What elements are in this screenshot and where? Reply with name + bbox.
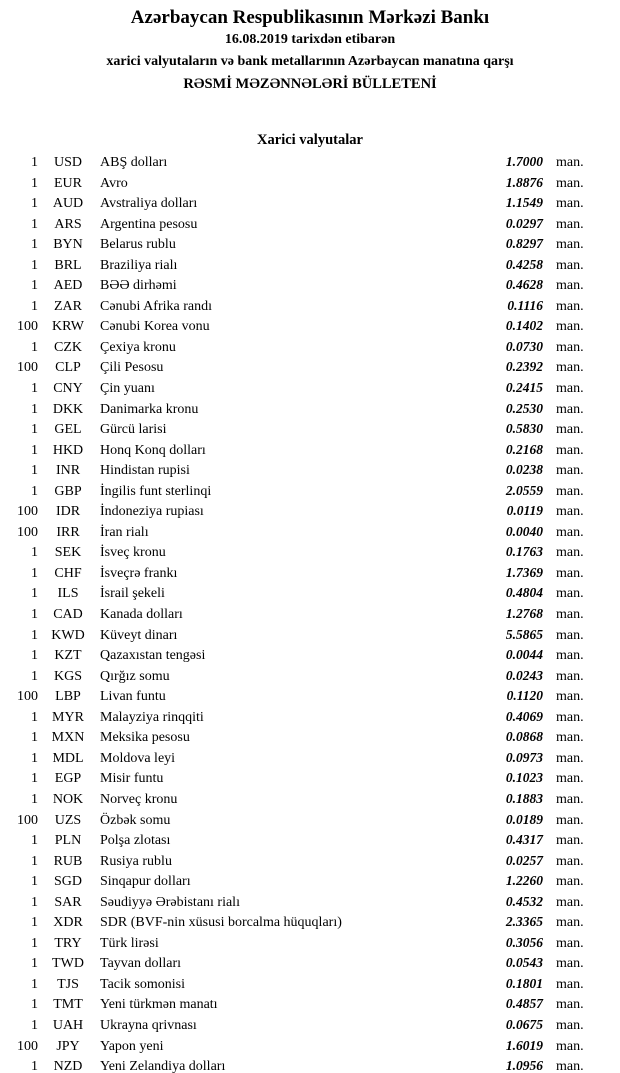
manat-unit-label: man. — [556, 216, 584, 232]
currency-name: Kanada dolları — [100, 607, 183, 623]
rate-value: 1.7000 — [505, 154, 543, 169]
manat-unit-label: man. — [556, 586, 584, 602]
rate-value: 0.0730 — [505, 338, 543, 354]
currency-code: XDR — [53, 915, 83, 931]
currency-code: UAH — [52, 1017, 84, 1033]
manat-unit-label: man. — [556, 853, 584, 869]
rate-row — [8, 871, 592, 892]
currency-name: İsrail şekeli — [100, 586, 165, 602]
currency-code: IDR — [55, 504, 81, 520]
currency-name: Belarus rublu — [100, 237, 176, 253]
currency-name: ABŞ dolları — [100, 155, 168, 170]
currency-code: CLP — [55, 360, 81, 376]
manat-unit-label: man. — [556, 956, 584, 972]
currency-quantity: 1 — [31, 298, 38, 314]
currency-name: Yeni Zelandiya dolları — [100, 1059, 226, 1073]
currency-code: TRY — [54, 935, 82, 951]
manat-unit-label: man. — [556, 175, 584, 191]
currency-name: Tacik somonisi — [100, 976, 185, 992]
manat-unit-label: man. — [556, 935, 584, 951]
currency-quantity: 1 — [31, 648, 38, 664]
rate-value: 0.8297 — [505, 236, 543, 252]
rate-value: 0.4857 — [505, 996, 543, 1012]
currency-quantity: 1 — [31, 976, 38, 992]
rate-value: 0.0243 — [505, 667, 543, 683]
currency-quantity: 1 — [31, 339, 38, 355]
rate-value: 1.0956 — [505, 1058, 543, 1073]
rate-row — [8, 851, 592, 872]
rate-value: 0.1116 — [507, 297, 543, 313]
manat-unit-label: man. — [556, 339, 584, 355]
currency-code: INR — [55, 463, 81, 479]
currency-quantity: 1 — [31, 196, 38, 212]
manat-unit-label: man. — [556, 709, 584, 725]
manat-unit-label: man. — [556, 422, 584, 438]
manat-unit-label: man. — [556, 360, 584, 376]
currency-name: Sinqapur dolları — [100, 874, 191, 890]
currency-quantity: 1 — [31, 175, 38, 191]
rate-value: 0.2530 — [505, 400, 543, 416]
currency-code: NOK — [52, 791, 84, 807]
currency-name: Malayziya rinqqiti — [100, 709, 204, 725]
rate-row — [8, 399, 592, 420]
currency-code: DKK — [52, 401, 84, 417]
currency-name: SDR (BVF-nin xüsusi borcalma hüquqları) — [100, 915, 342, 931]
currency-name: Honq Konq dolları — [100, 442, 206, 458]
rate-value: 0.0189 — [505, 811, 543, 827]
manat-unit-label: man. — [556, 1059, 584, 1073]
rate-value: 1.7369 — [505, 564, 543, 580]
currency-quantity: 1 — [31, 668, 38, 684]
rate-row — [8, 810, 592, 831]
rate-row — [8, 789, 592, 810]
currency-name: Çin yuanı — [100, 381, 155, 397]
currency-quantity: 100 — [17, 689, 38, 705]
currency-quantity: 1 — [31, 442, 38, 458]
currency-quantity: 1 — [31, 853, 38, 869]
rate-value: 0.0973 — [505, 749, 543, 765]
manat-unit-label: man. — [556, 257, 584, 273]
currency-code: EGP — [54, 771, 82, 787]
rate-value: 0.5830 — [505, 421, 543, 437]
rate-value: 0.1801 — [505, 975, 543, 991]
manat-unit-label: man. — [556, 689, 584, 705]
rate-value: 0.0119 — [506, 503, 543, 519]
rate-value: 0.1763 — [505, 544, 543, 560]
rate-value: 0.4258 — [505, 256, 543, 272]
currency-name: Ukrayna qrivnası — [100, 1017, 197, 1033]
currency-quantity: 1 — [31, 607, 38, 623]
currency-name: BƏƏ dirhəmi — [100, 278, 177, 294]
currency-name: İsveçrə frankı — [100, 565, 178, 581]
currency-quantity: 100 — [17, 360, 38, 376]
currency-name: Çili Pesosu — [100, 360, 164, 376]
currency-code: SEK — [54, 545, 82, 561]
rate-row — [8, 522, 592, 543]
manat-unit-label: man. — [556, 463, 584, 479]
currency-quantity: 1 — [31, 956, 38, 972]
manat-unit-label: man. — [556, 915, 584, 931]
currency-name: Rusiya rublu — [100, 853, 172, 869]
currency-name: Cənubi Afrika randı — [100, 298, 212, 314]
rate-value: 0.0238 — [505, 462, 543, 478]
currency-name: Polşa zlotası — [100, 833, 171, 849]
currency-quantity: 1 — [31, 750, 38, 766]
rate-value: 0.0675 — [505, 1016, 543, 1032]
manat-unit-label: man. — [556, 278, 584, 294]
manat-unit-label: man. — [556, 524, 584, 540]
manat-unit-label: man. — [556, 1038, 584, 1054]
rate-row — [8, 892, 592, 913]
rate-value: 0.1120 — [506, 688, 543, 704]
currency-name: Avstraliya dolları — [100, 196, 198, 212]
currency-quantity: 1 — [31, 422, 38, 438]
currency-code: MXN — [51, 730, 85, 746]
currency-code: BRL — [54, 257, 82, 273]
manat-unit-label: man. — [556, 237, 584, 253]
currency-quantity: 1 — [31, 565, 38, 581]
manat-unit-label: man. — [556, 196, 584, 212]
currency-code: SGD — [53, 874, 82, 890]
currency-code: KZT — [54, 648, 82, 664]
currency-quantity: 1 — [31, 545, 38, 561]
bulletin-title: RƏSMİ MƏZƏNNƏLƏRİ BÜLLETENİ — [183, 76, 437, 92]
rate-value: 1.8876 — [505, 174, 543, 190]
currency-name: İran rialı — [100, 524, 149, 540]
rate-row — [8, 563, 592, 584]
rate-row — [8, 460, 592, 481]
manat-unit-label: man. — [556, 750, 584, 766]
currency-code: USD — [53, 155, 82, 170]
rate-row — [8, 1056, 592, 1073]
rate-row — [8, 542, 592, 563]
rate-row — [8, 316, 592, 337]
rate-value: 0.2168 — [505, 441, 543, 457]
currency-code: KWD — [51, 627, 85, 643]
currency-name: Norveç kronu — [100, 791, 178, 807]
manat-unit-label: man. — [556, 894, 584, 910]
rate-row — [8, 686, 592, 707]
rate-value: 2.0559 — [505, 482, 543, 498]
rate-row — [8, 214, 592, 235]
rate-row — [8, 152, 592, 173]
manat-unit-label: man. — [556, 791, 584, 807]
manat-unit-label: man. — [556, 648, 584, 664]
currency-name: Yapon yeni — [100, 1038, 164, 1054]
currency-quantity: 1 — [31, 381, 38, 397]
currency-name: Livan funtu — [100, 689, 166, 705]
rate-value: 1.2768 — [505, 606, 543, 622]
manat-unit-label: man. — [556, 565, 584, 581]
currency-code: TWD — [52, 956, 84, 972]
currency-code: ILS — [57, 586, 79, 602]
currency-code: HKD — [52, 442, 84, 458]
currency-name: Türk lirəsi — [100, 935, 159, 951]
rate-value: 0.2392 — [505, 359, 543, 375]
currency-code: MYR — [52, 709, 84, 725]
rate-row — [8, 193, 592, 214]
currency-quantity: 100 — [17, 524, 38, 540]
rate-row — [8, 173, 592, 194]
currency-code: KRW — [52, 319, 84, 335]
currency-code: RUB — [53, 853, 83, 869]
rate-row — [8, 994, 592, 1015]
rate-row — [8, 748, 592, 769]
currency-code: NZD — [53, 1059, 83, 1073]
currency-code: IRR — [56, 524, 80, 540]
currency-quantity: 1 — [31, 874, 38, 890]
rate-row — [8, 666, 592, 687]
currency-quantity: 1 — [31, 894, 38, 910]
currency-name: Gürcü larisi — [100, 422, 167, 438]
currency-code: GEL — [54, 422, 82, 438]
currency-quantity: 1 — [31, 278, 38, 294]
rate-row — [8, 501, 592, 522]
currency-code: AED — [53, 278, 83, 294]
currency-name: Danimarka kronu — [100, 401, 199, 417]
currency-quantity: 1 — [31, 1017, 38, 1033]
rate-row — [8, 912, 592, 933]
rate-row — [8, 275, 592, 296]
rate-row — [8, 645, 592, 666]
rate-row — [8, 481, 592, 502]
rate-value: 0.4628 — [505, 277, 543, 293]
currency-name: İngilis funt sterlinqi — [100, 483, 212, 499]
manat-unit-label: man. — [556, 668, 584, 684]
currency-quantity: 1 — [31, 401, 38, 417]
rate-value: 0.0868 — [505, 729, 543, 745]
currency-quantity: 1 — [31, 935, 38, 951]
section-title-foreign-currencies: Xarici valyutalar — [257, 132, 363, 148]
currency-code: TJS — [57, 976, 79, 992]
currency-code: CHF — [54, 565, 82, 581]
currency-name: Özbək somu — [100, 812, 171, 828]
currency-quantity: 1 — [31, 257, 38, 273]
rate-value: 2.3365 — [505, 914, 543, 930]
rate-value: 0.0543 — [505, 955, 543, 971]
currency-code: CNY — [53, 381, 83, 397]
rate-value: 0.2415 — [505, 380, 543, 396]
manat-unit-label: man. — [556, 504, 584, 520]
currency-name: Moldova leyi — [100, 750, 176, 766]
currency-name: Çexiya kronu — [100, 339, 176, 355]
currency-quantity: 1 — [31, 155, 38, 170]
currency-code: EUR — [54, 175, 82, 191]
rate-value: 0.3056 — [505, 934, 543, 950]
rate-row — [8, 419, 592, 440]
rate-row — [8, 625, 592, 646]
currency-name: Qazaxıstan tengəsi — [100, 648, 206, 664]
rate-value: 0.0044 — [505, 647, 543, 663]
rate-value: 0.1883 — [505, 790, 543, 806]
rate-value: 0.0257 — [505, 852, 543, 868]
rate-value: 0.1023 — [505, 770, 543, 786]
currency-quantity: 1 — [31, 463, 38, 479]
currency-code: KGS — [53, 668, 82, 684]
bank-name-title: Azərbaycan Respublikasının Mərkəzi Bankı — [130, 7, 490, 28]
currency-name: Küveyt dinarı — [100, 627, 178, 643]
manat-unit-label: man. — [556, 401, 584, 417]
rate-row — [8, 440, 592, 461]
currency-quantity: 1 — [31, 915, 38, 931]
currency-quantity: 1 — [31, 216, 38, 232]
currency-name: İndoneziya rupiası — [100, 504, 204, 520]
rate-row — [8, 255, 592, 276]
currency-code: MDL — [52, 750, 84, 766]
currency-code: PLN — [54, 833, 82, 849]
currency-quantity: 1 — [31, 833, 38, 849]
currency-code: AUD — [52, 196, 84, 212]
rate-value: 0.4069 — [505, 708, 543, 724]
currency-quantity: 100 — [17, 504, 38, 520]
manat-unit-label: man. — [556, 545, 584, 561]
currency-name: Tayvan dolları — [100, 956, 182, 972]
rate-value: 0.4532 — [505, 893, 543, 909]
currency-quantity: 1 — [31, 730, 38, 746]
currency-name: Argentina pesosu — [100, 216, 198, 232]
currency-quantity: 1 — [31, 791, 38, 807]
rate-row — [8, 604, 592, 625]
rate-row — [8, 974, 592, 995]
manat-unit-label: man. — [556, 997, 584, 1013]
manat-unit-label: man. — [556, 812, 584, 828]
rate-value: 1.6019 — [505, 1037, 543, 1053]
rate-value: 0.0297 — [505, 215, 543, 231]
currency-quantity: 1 — [31, 627, 38, 643]
currency-code: ZAR — [54, 298, 82, 314]
manat-unit-label: man. — [556, 319, 584, 335]
manat-unit-label: man. — [556, 607, 584, 623]
currency-code: CAD — [53, 607, 83, 623]
currency-code: BYN — [53, 237, 83, 253]
currency-code: GBP — [54, 483, 82, 499]
currency-name: Səudiyyə Ərəbistanı rialı — [100, 894, 240, 910]
currency-name: Avro — [100, 175, 128, 191]
rate-value: 0.4317 — [505, 832, 543, 848]
rate-row — [8, 583, 592, 604]
manat-unit-label: man. — [556, 976, 584, 992]
currency-name: Yeni türkmən manatı — [100, 997, 218, 1013]
currency-code: TMT — [53, 997, 83, 1013]
currency-name: Braziliya rialı — [100, 257, 178, 273]
rate-row — [8, 234, 592, 255]
rate-row — [8, 830, 592, 851]
currency-name: Hindistan rupisi — [100, 463, 190, 479]
rate-value: 0.1402 — [505, 318, 543, 334]
currency-code: LBP — [55, 689, 81, 705]
rate-row — [8, 768, 592, 789]
rate-value: 1.2260 — [505, 873, 543, 889]
manat-unit-label: man. — [556, 381, 584, 397]
currency-code: JPY — [56, 1038, 80, 1054]
manat-unit-label: man. — [556, 1017, 584, 1033]
rate-row — [8, 953, 592, 974]
rate-row — [8, 1015, 592, 1036]
rate-row — [8, 727, 592, 748]
subject-line: xarici valyutaların və bank metallarının Azərbaycan manatına qarşı — [106, 54, 514, 69]
currency-quantity: 100 — [17, 319, 38, 335]
rate-value: 1.1549 — [505, 195, 543, 211]
effective-date-line: 16.08.2019 tarixdən etibarən — [224, 32, 396, 47]
currency-quantity: 1 — [31, 771, 38, 787]
currency-quantity: 100 — [17, 812, 38, 828]
currency-quantity: 100 — [17, 1038, 38, 1054]
currency-code: SAR — [54, 894, 82, 910]
currency-quantity: 1 — [31, 586, 38, 602]
currency-code: CZK — [54, 339, 82, 355]
manat-unit-label: man. — [556, 298, 584, 314]
manat-unit-label: man. — [556, 730, 584, 746]
currency-quantity: 1 — [31, 997, 38, 1013]
currency-code: UZS — [54, 812, 82, 828]
manat-unit-label: man. — [556, 442, 584, 458]
rate-row — [8, 296, 592, 317]
currency-quantity: 1 — [31, 237, 38, 253]
manat-unit-label: man. — [556, 483, 584, 499]
currency-code: ARS — [54, 216, 82, 232]
currency-name: Meksika pesosu — [100, 730, 190, 746]
rate-row — [8, 707, 592, 728]
rate-row — [8, 357, 592, 378]
rate-value: 0.4804 — [505, 585, 543, 601]
rate-row — [8, 1036, 592, 1057]
currency-name: Qırğız somu — [100, 668, 170, 684]
currency-quantity: 1 — [31, 709, 38, 725]
manat-unit-label: man. — [556, 874, 584, 890]
exchange-rates-table — [0, 152, 620, 1073]
manat-unit-label: man. — [556, 155, 584, 170]
manat-unit-label: man. — [556, 771, 584, 787]
manat-unit-label: man. — [556, 833, 584, 849]
currency-name: İsveç kronu — [100, 545, 166, 561]
rate-value: 5.5865 — [505, 626, 543, 642]
currency-quantity: 1 — [31, 483, 38, 499]
currency-quantity: 1 — [31, 1059, 38, 1073]
rate-row — [8, 337, 592, 358]
rate-row — [8, 378, 592, 399]
currency-name: Cənubi Korea vonu — [100, 319, 210, 335]
currency-name: Misir funtu — [100, 771, 164, 787]
rate-row — [8, 933, 592, 954]
manat-unit-label: man. — [556, 627, 584, 643]
rate-value: 0.0040 — [505, 523, 543, 539]
